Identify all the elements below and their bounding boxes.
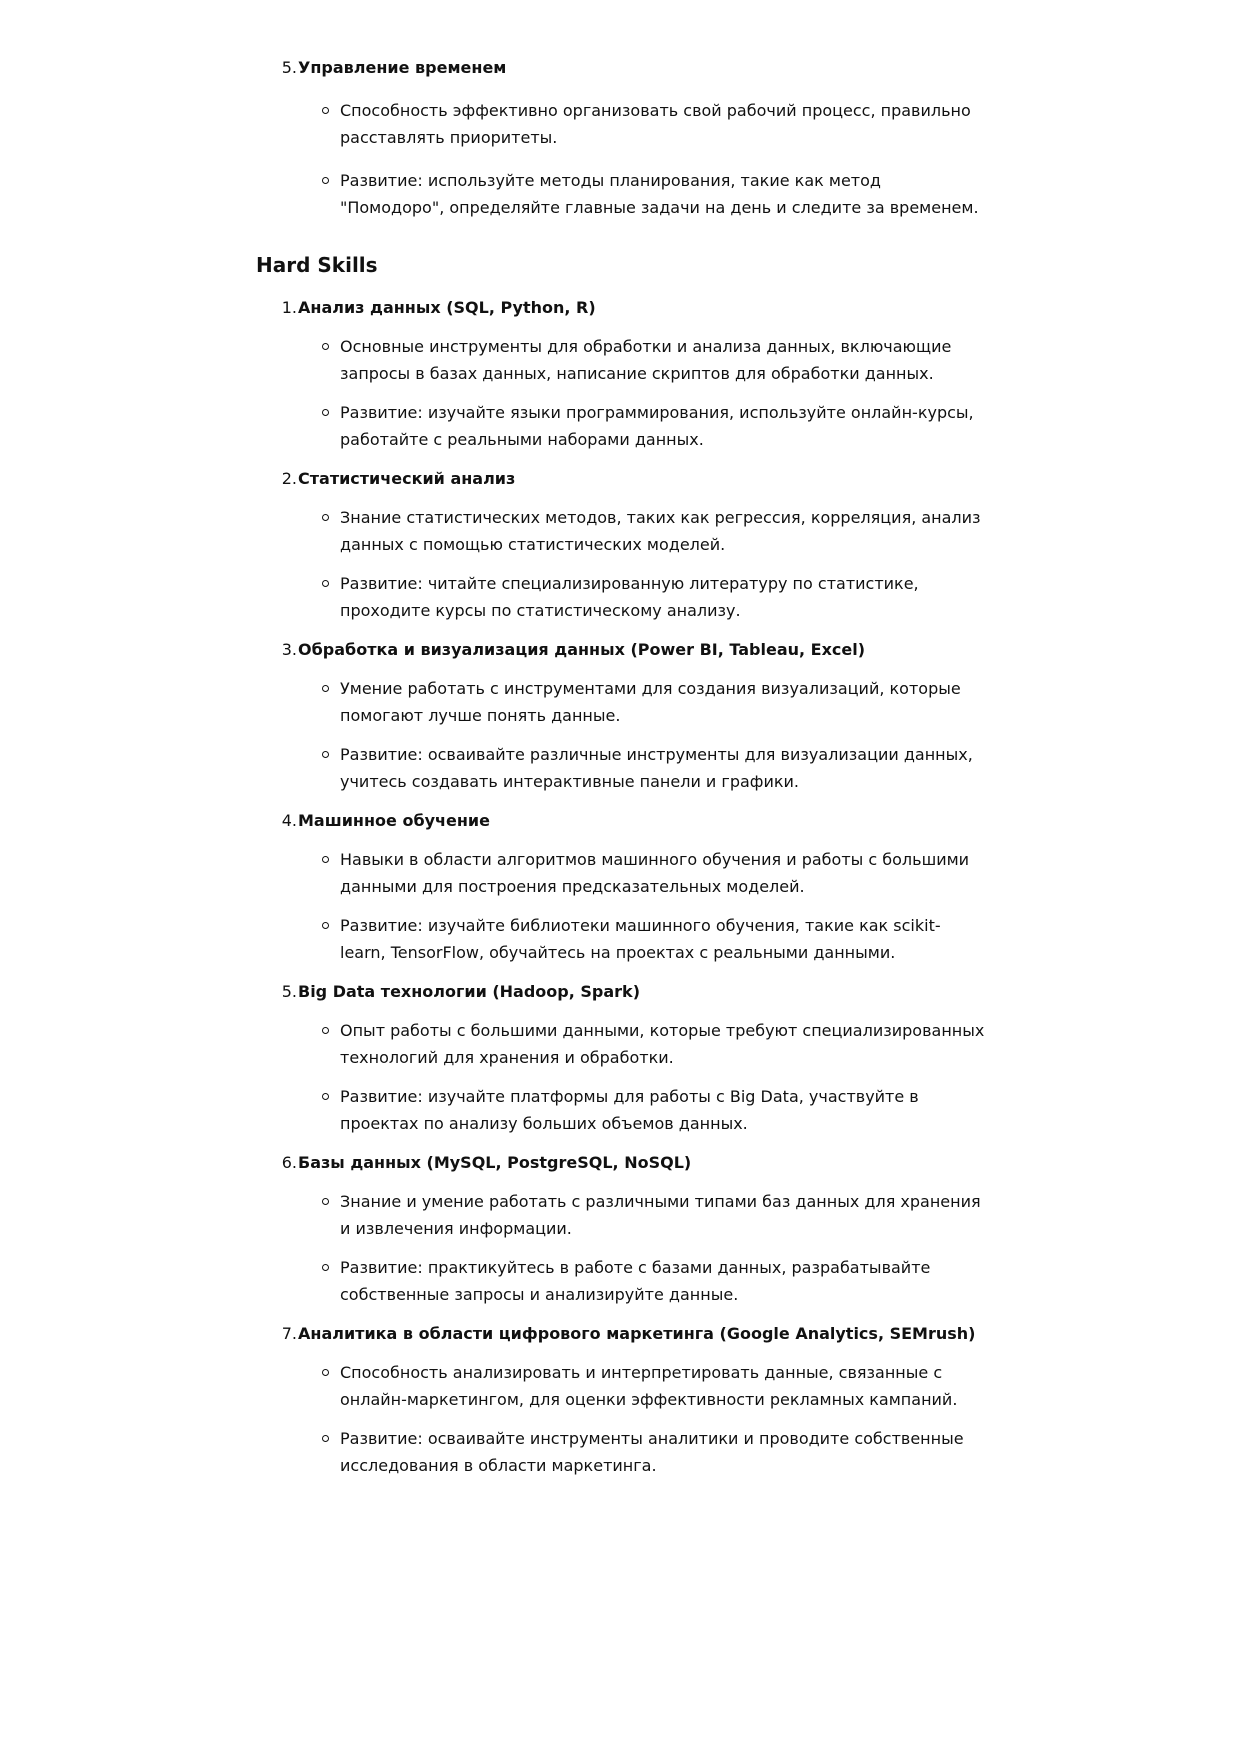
list-item [340,399,986,453]
hollow-circle-bullet-icon [322,514,329,521]
bullet-list [256,97,996,221]
bullet-list [256,846,996,966]
list-item [340,1083,986,1137]
list-number: 5. [281,982,297,1001]
hard-skill-item [256,978,996,1137]
hollow-circle-bullet-icon [322,856,329,863]
hollow-circle-bullet-icon [322,580,329,587]
hollow-circle-bullet-icon [322,1369,329,1376]
list-item-title: Аналитика в области цифрового маркетинга (Google Analytics, SEMrush) [298,1324,976,1343]
document-content [256,54,996,1479]
bullet-text: Знание статистических методов, таких как регрессия, корреляция, анализ данных с помощью статистических моделей. [340,508,981,554]
list-item-heading [256,54,996,81]
bullet-list [256,1017,996,1137]
list-item-heading [256,978,996,1005]
hard-skills-list [256,294,996,1479]
list-item [340,741,986,795]
hollow-circle-bullet-icon [322,1027,329,1034]
list-item [340,675,986,729]
bullet-text: Развитие: читайте специализированную литературу по статистике, проходите курсы по статистическому анализу. [340,574,919,620]
bullet-text: Развитие: практикуйтесь в работе с базами данных, разрабатывайте собственные запросы и анализируйте данные. [340,1258,931,1304]
list-item-title: Анализ данных (SQL, Python, R) [298,298,596,317]
bullet-text: Опыт работы с большими данными, которые требуют специализированных технологий для хранения и обработки. [340,1021,985,1067]
hollow-circle-bullet-icon [322,685,329,692]
list-number: 3. [281,640,297,659]
list-item [340,1254,986,1308]
hollow-circle-bullet-icon [322,1093,329,1100]
list-item-heading [256,1320,996,1347]
list-item-heading [256,465,996,492]
list-item-heading [256,636,996,663]
list-number: 6. [281,1153,297,1172]
list-item-title: Управление временем [298,58,507,77]
list-item-title: Базы данных (MySQL, PostgreSQL, NoSQL) [298,1153,692,1172]
list-item [340,97,986,151]
hollow-circle-bullet-icon [322,409,329,416]
hollow-circle-bullet-icon [322,107,329,114]
list-item [340,1188,986,1242]
hard-skill-item [256,1149,996,1308]
bullet-text: Знание и умение работать с различными типами баз данных для хранения и извлечения информации. [340,1192,981,1238]
bullet-text: Основные инструменты для обработки и анализа данных, включающие запросы в базах данных, написание скриптов для обработки данных. [340,337,952,383]
hollow-circle-bullet-icon [322,343,329,350]
hollow-circle-bullet-icon [322,1264,329,1271]
list-item [340,167,986,221]
list-item-title: Статистический анализ [298,469,516,488]
bullet-text: Навыки в области алгоритмов машинного обучения и работы с большими данными для построения предсказательных моделей. [340,850,970,896]
bullet-text: Развитие: осваивайте различные инструменты для визуализации данных, учитесь создавать интерактивные панели и графики. [340,745,973,791]
list-number: 2. [281,469,297,488]
list-number: 4. [281,811,297,830]
bullet-text: Способность анализировать и интерпретировать данные, связанные с онлайн-маркетингом, для оценки эффективности рекламных кампаний. [340,1363,958,1409]
list-number: 1. [281,298,297,317]
bullet-list [256,1188,996,1308]
hollow-circle-bullet-icon [322,1435,329,1442]
hollow-circle-bullet-icon [322,922,329,929]
list-item [340,504,986,558]
bullet-text: Развитие: изучайте библиотеки машинного обучения, такие как scikit-learn, TensorFlow, обучайтесь на проектах с реальными данными. [340,916,941,962]
bullet-text: Развитие: осваивайте инструменты аналитики и проводите собственные исследования в области маркетинга. [340,1429,964,1475]
list-item-heading [256,1149,996,1176]
bullet-text: Развитие: используйте методы планирования, такие как метод "Помодоро", определяйте главные задачи на день и следите за временем. [340,171,979,217]
bullet-text: Развитие: изучайте платформы для работы с Big Data, участвуйте в проектах по анализу больших объемов данных. [340,1087,919,1133]
list-item [340,912,986,966]
list-item [340,1425,986,1479]
hollow-circle-bullet-icon [322,177,329,184]
bullet-text: Умение работать с инструментами для создания визуализаций, которые помогают лучше понять данные. [340,679,961,725]
hard-skill-item [256,465,996,624]
hollow-circle-bullet-icon [322,751,329,758]
list-item-heading [256,294,996,321]
soft-skill-item-time-management [256,54,996,221]
list-item [340,1359,986,1413]
list-item [340,570,986,624]
bullet-text: Способность эффективно организовать свой рабочий процесс, правильно расставлять приоритеты. [340,101,971,147]
list-item-title: Машинное обучение [298,811,490,830]
list-item [340,333,986,387]
hard-skill-item [256,1320,996,1479]
section-heading-hard-skills: Hard Skills [256,253,378,277]
hollow-circle-bullet-icon [322,1198,329,1205]
list-item [340,1017,986,1071]
hard-skill-item [256,294,996,453]
hard-skill-item [256,636,996,795]
list-number: 7. [281,1324,297,1343]
bullet-list [256,504,996,624]
bullet-list [256,333,996,453]
list-item [340,846,986,900]
list-item-title: Big Data технологии (Hadoop, Spark) [298,982,641,1001]
bullet-list [256,1359,996,1479]
list-item-heading [256,807,996,834]
list-number: 5. [281,58,297,77]
hard-skill-item [256,807,996,966]
list-item-title: Обработка и визуализация данных (Power BI, Tableau, Excel) [298,640,866,659]
bullet-list [256,675,996,795]
bullet-text: Развитие: изучайте языки программирования, используйте онлайн-курсы, работайте с реальными наборами данных. [340,403,974,449]
